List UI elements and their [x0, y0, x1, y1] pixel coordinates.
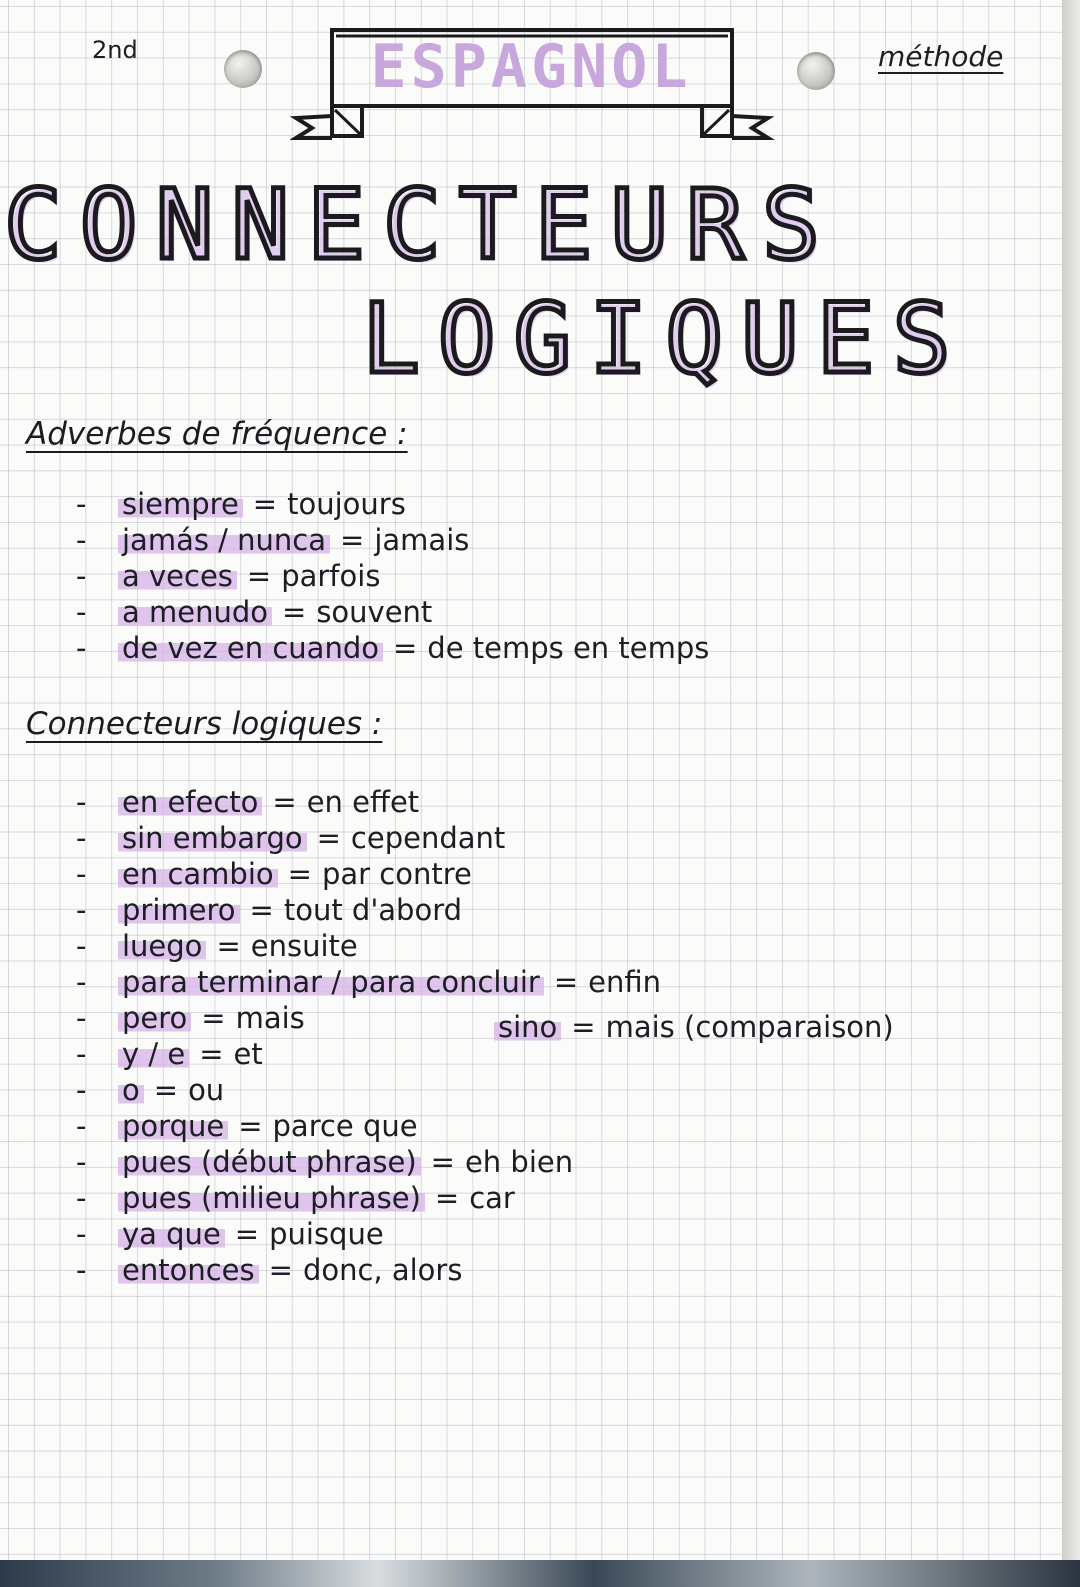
equals-sign: =: [246, 559, 272, 593]
equals-sign: =: [316, 821, 341, 855]
list-item: [76, 558, 709, 594]
list-item: [76, 630, 710, 666]
spanish-term: pues (milieu phrase): [118, 1181, 425, 1215]
equals-sign: =: [199, 1037, 224, 1071]
bullet-dash: -: [76, 785, 87, 819]
bullet-dash: -: [76, 1073, 87, 1107]
spanish-term: en cambio: [118, 857, 278, 891]
spanish-term: jamás / nunca: [118, 523, 330, 557]
bullet-dash: -: [76, 1037, 87, 1071]
list-item: [76, 820, 661, 856]
page-title-line1: CONNECTEURS: [4, 169, 838, 281]
spanish-term: a menudo: [118, 595, 272, 629]
list-item: [76, 1144, 661, 1180]
banner-title: ESPAGNOL: [370, 32, 692, 102]
spanish-term: a veces: [118, 559, 237, 593]
french-translation: par contre: [321, 857, 472, 891]
bullet-dash: -: [76, 523, 87, 557]
equals-sign: =: [571, 1010, 596, 1044]
bullet-dash: -: [76, 965, 87, 999]
list-item: [76, 964, 662, 1000]
french-translation: et: [233, 1037, 263, 1071]
equals-sign: =: [216, 929, 241, 963]
spanish-term: luego: [118, 929, 206, 963]
spanish-term: ya que: [118, 1217, 225, 1251]
french-translation: ensuite: [250, 929, 358, 963]
bullet-dash: -: [76, 821, 87, 855]
equals-sign: =: [287, 857, 312, 891]
bullet-dash: -: [76, 631, 87, 665]
spanish-term: siempre: [118, 487, 243, 521]
aside-spanish: sino: [494, 1010, 561, 1044]
punch-hole-left: [224, 50, 262, 88]
equals-sign: =: [201, 1001, 226, 1035]
equals-sign: =: [272, 785, 297, 819]
list-item: [76, 928, 661, 964]
french-translation: ou: [188, 1073, 225, 1107]
spanish-term: pero: [118, 1001, 191, 1035]
aside-french: mais (comparaison): [605, 1010, 894, 1044]
french-translation: cependant: [350, 821, 506, 855]
bullet-dash: -: [76, 929, 87, 963]
spanish-term: para terminar / para concluir: [118, 965, 544, 999]
paper-edge: [1062, 0, 1080, 1560]
french-translation: parfois: [281, 559, 381, 593]
equals-sign: =: [434, 1181, 460, 1215]
french-translation: eh bien: [464, 1145, 574, 1179]
equals-sign: =: [234, 1217, 260, 1251]
frequency-heading: Adverbes de fréquence :: [26, 416, 408, 452]
french-translation: toujours: [287, 487, 406, 521]
list-item: [76, 1108, 661, 1144]
bullet-dash: -: [76, 893, 87, 927]
equals-sign: =: [392, 631, 418, 665]
french-translation: enfin: [588, 965, 662, 999]
spanish-term: o: [118, 1073, 144, 1107]
spanish-term: pues (début phrase): [118, 1145, 421, 1179]
list-item: [76, 784, 661, 820]
bullet-dash: -: [76, 1109, 87, 1143]
aside-entry: [494, 1010, 894, 1044]
connectors-heading: Connecteurs logiques :: [26, 706, 383, 742]
methode-tag: méthode: [878, 40, 1004, 73]
spanish-term: porque: [118, 1109, 228, 1143]
equals-sign: =: [553, 965, 579, 999]
french-translation: mais: [235, 1001, 305, 1035]
french-translation: de temps en temps: [427, 631, 710, 665]
list-item: [76, 522, 709, 558]
spanish-term: sin embargo: [118, 821, 307, 855]
list-item: [76, 594, 709, 630]
list-item: [76, 486, 709, 522]
french-translation: car: [469, 1181, 515, 1215]
french-translation: tout d'abord: [283, 893, 463, 927]
spanish-term: primero: [118, 893, 240, 927]
spanish-term: y / e: [118, 1037, 189, 1071]
french-translation: en effet: [306, 785, 420, 819]
bullet-dash: -: [76, 1253, 87, 1287]
equals-sign: =: [340, 523, 365, 557]
equals-sign: =: [153, 1073, 179, 1107]
bullet-dash: -: [76, 1217, 87, 1251]
french-translation: puisque: [269, 1217, 384, 1251]
bullet-dash: -: [76, 487, 87, 521]
list-item: [76, 1216, 661, 1252]
background-surface: [0, 1560, 1080, 1587]
list-item: [76, 1252, 661, 1288]
equals-sign: =: [249, 893, 274, 927]
punch-hole-right: [797, 52, 835, 90]
bullet-dash: -: [76, 595, 87, 629]
equals-sign: =: [238, 1109, 263, 1143]
french-translation: parce que: [272, 1109, 418, 1143]
frequency-list: [76, 486, 710, 666]
bullet-dash: -: [76, 857, 87, 891]
bullet-dash: -: [76, 559, 87, 593]
list-item: [76, 1072, 661, 1108]
spanish-term: entonces: [118, 1253, 259, 1287]
equals-sign: =: [430, 1145, 455, 1179]
bullet-dash: -: [76, 1145, 87, 1179]
grade-label: 2nd: [92, 36, 138, 64]
equals-sign: =: [282, 595, 307, 629]
french-translation: souvent: [316, 595, 433, 629]
french-translation: donc, alors: [302, 1253, 463, 1287]
spanish-term: de vez en cuando: [118, 631, 383, 665]
list-item: [76, 892, 661, 928]
spanish-term: en efecto: [118, 785, 262, 819]
equals-sign: =: [268, 1253, 293, 1287]
page-title-line2: LOGIQUES: [362, 283, 969, 395]
equals-sign: =: [252, 487, 278, 521]
bullet-dash: -: [76, 1001, 87, 1035]
list-item: [76, 1180, 661, 1216]
bullet-dash: -: [76, 1181, 87, 1215]
french-translation: jamais: [374, 523, 470, 557]
list-item: [76, 856, 661, 892]
